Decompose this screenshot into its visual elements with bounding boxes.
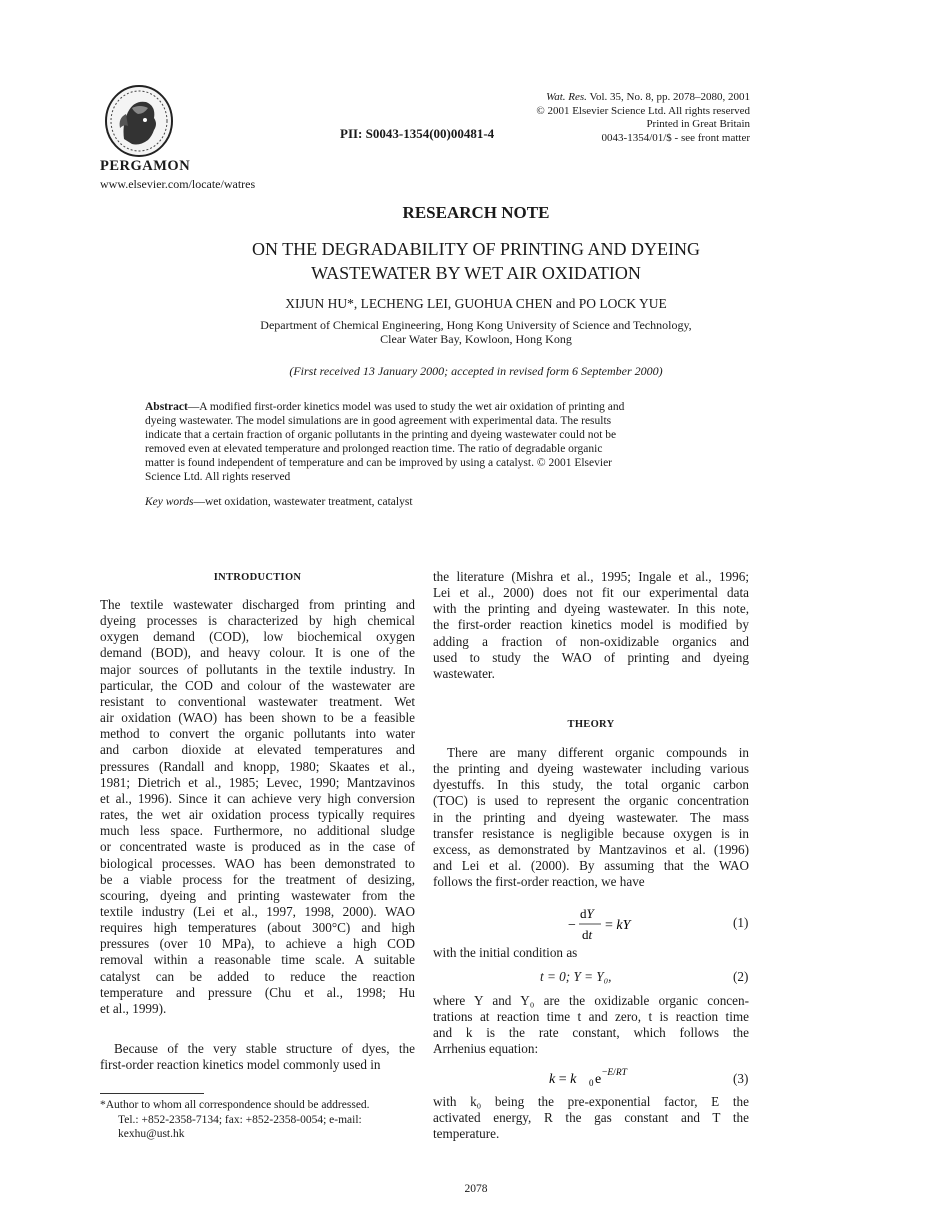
text-line: in the printing and dyeing wastewater. The mass	[433, 809, 749, 825]
text-line: temperature and pressure (Chu et al., 1998; Hu	[100, 984, 415, 1000]
text-line: resistant to conventional wastewater treatment. Wet	[100, 693, 415, 709]
title-line: ON THE DEGRADABILITY OF PRINTING AND DYEING	[252, 239, 700, 259]
equation-3-number: (3)	[733, 1071, 749, 1086]
text-line: particular, the COD and colour of the wastewater are	[100, 677, 415, 693]
text-line: the literature (Mishra et al., 1995; Ingale et al., 1996;	[433, 569, 749, 584]
text-line: scouring, dyeing and printing wastewater from the	[100, 887, 415, 903]
publisher-website[interactable]: www.elsevier.com/locate/watres	[100, 177, 256, 191]
text-line: dyeing processes is characterized by high chemical	[100, 613, 415, 629]
text-line: the first-order reaction kinetics model is modified by	[433, 617, 749, 633]
text-line: used to study the WAO of printing and dyeing	[433, 649, 749, 665]
footnote-line: Tel.: +852-2358-7134; fax: +852-2358-0054; e-mail:	[118, 1113, 362, 1126]
text-line: dyestuffs. In this study, the total organic carbon	[433, 777, 749, 793]
text-line: Lei et al., 2000) does not fit our experimental data	[433, 585, 749, 601]
title-line: WASTEWATER BY WET AIR OXIDATION	[311, 263, 641, 283]
journal-info	[536, 91, 750, 145]
text-line: first-order reaction kinetics model commonly used in	[100, 1057, 381, 1073]
text-line: and k is the rate constant, which follows the	[433, 1025, 749, 1041]
text-line: biological processes. WAO has been demonstrated to	[100, 855, 415, 871]
text-line: requires high temperatures (about 300°C) and high	[100, 920, 415, 936]
text-line: where Y and Y₀ are the oxidizable organic concen-	[433, 993, 749, 1008]
article-title	[0, 237, 952, 285]
svg-text:dt: dt	[582, 927, 593, 942]
abstract-line: removed even at elevated temperature and prolonged reaction time. The ratio of degradable organic	[145, 442, 603, 455]
section-heading-introduction: INTRODUCTION	[213, 572, 302, 583]
text-line: adding a fraction of non-oxidizable organics and	[433, 633, 749, 649]
keywords-list: —wet oxidation, wastewater treatment, catalyst	[193, 496, 413, 508]
text-line: trations at reaction time t and zero, t is reaction time	[433, 1009, 749, 1025]
text-line: Arrhenius equation:	[433, 1041, 539, 1057]
abstract-line: —A modified first-order kinetics model was used to study the wet air oxidation of printing and	[187, 401, 625, 413]
svg-text:0: 0	[589, 1078, 594, 1088]
affiliation-line: Department of Chemical Engineering, Hong Kong University of Science and Technology,	[260, 318, 692, 332]
svg-text:k = k: k = k	[549, 1072, 577, 1087]
svg-text:= kY: = kY	[605, 918, 631, 933]
footnote-line: *Author to whom all correspondence should be addressed.	[100, 1099, 370, 1111]
journal-citation: Wat. Res. Vol. 35, No. 8, pp. 2078–2080, 2001	[546, 91, 750, 103]
text-line: removal within a reasonable time scale. A suitable	[100, 952, 415, 968]
footnote-line: kexhu@ust.hk	[118, 1128, 185, 1140]
text-line: wastewater.	[433, 665, 495, 681]
intro-paragraph-2	[100, 1041, 415, 1073]
svg-text:−: −	[568, 918, 576, 933]
text-line: pressures (Randall and knopp, 1980; Skaates et al.,	[100, 758, 415, 774]
footnote-rule	[100, 1093, 204, 1094]
abstract-line: matter is found independent of temperature and can be improved by using a catalyst. © 2001 Elsevier	[145, 456, 612, 469]
text-line: et al., 1996). Since it can achieve very high conversion	[100, 790, 415, 806]
text-line: demand (BOD), and heavy colour. It is one of the	[100, 645, 415, 661]
affiliation-line: Clear Water Bay, Kowloon, Hong Kong	[380, 332, 572, 346]
abstract-line: dyeing wastewater. The model simulations are in good agreement with experimental data. The results	[145, 414, 612, 427]
text-line: with k₀ being the pre-exponential factor, E the	[433, 1094, 749, 1109]
text-line: Because of the very stable structure of dyes, the	[114, 1041, 415, 1056]
text-line: or concentrated waste is produced as in the case of	[100, 839, 415, 855]
text-line: textile industry (Lei et al., 1997, 1998, 2000). WAO	[100, 903, 415, 919]
keywords	[145, 496, 413, 508]
equation-3	[549, 1066, 659, 1093]
pergamon-logo	[104, 84, 174, 158]
text-line: The textile wastewater discharged from printing and	[100, 597, 415, 612]
equation-2: t = 0; Y = Y₀,	[540, 969, 612, 984]
text-line: 1981; Dietrich et al., 1985; Levec, 1990; Mantzavinos	[100, 774, 415, 790]
text-line: rates, the wet air oxidation process typically requires	[100, 807, 415, 823]
abstract	[145, 401, 757, 484]
pii-identifier: PII: S0043-1354(00)00481-4	[340, 126, 495, 141]
text-line: and Lei et al. (2000). By assuming that the WAO	[433, 858, 749, 874]
authors: XIJUN HU*, LECHENG LEI, GUOHUA CHEN and PO LOCK YUE	[285, 296, 667, 311]
page-number: 2078	[464, 1183, 488, 1195]
article-label: RESEARCH NOTE	[402, 203, 550, 222]
svg-text:e: e	[595, 1072, 602, 1087]
text-line: oxygen demand (COD), low biochemical oxygen	[100, 629, 415, 645]
journal-copyright: © 2001 Elsevier Science Ltd. All rights reserved	[536, 104, 750, 117]
text-line: temperature.	[433, 1126, 500, 1142]
abstract-label: Abstract	[145, 401, 188, 413]
text-line: (TOC) is used to represent the organic concentration	[433, 793, 749, 809]
text-line: activated energy, R the gas constant and T the	[433, 1110, 749, 1126]
text-line: method to convert the organic pollutants into water	[100, 726, 415, 742]
section-heading-theory: THEORY	[567, 719, 615, 730]
received-dates: (First received 13 January 2000; accepted in revised form 6 September 2000)	[289, 364, 663, 378]
abstract-line: indicate that a certain fraction of organic pollutants in the printing and dyeing wastewater could not be	[145, 428, 617, 441]
journal-printed: Printed in Great Britain	[646, 118, 750, 130]
intro-continued-paragraph	[433, 569, 749, 682]
text-line: follows the first-order reaction, we have	[433, 874, 645, 890]
equation-1	[568, 905, 708, 950]
publisher-name: PERGAMON	[100, 158, 191, 174]
eq1-followup-text: with the initial condition as	[433, 945, 578, 960]
footnote	[100, 1098, 415, 1142]
theory-paragraph-1	[433, 745, 749, 890]
text-line: transfer resistance is negligible because oxygen is in	[433, 825, 749, 841]
text-line: the printing and dyeing wastewater including various	[433, 761, 749, 777]
text-line: catalyst can be added to reduce the reaction	[100, 968, 415, 984]
svg-text:−E/RT: −E/RT	[602, 1068, 627, 1078]
affiliation	[0, 318, 952, 346]
equation-1-number: (1)	[733, 915, 749, 930]
intro-paragraph-1	[100, 597, 415, 1017]
text-line: There are many different organic compounds in	[447, 745, 749, 760]
text-line: air oxidation (WAO) has been shown to be a feasible	[100, 710, 415, 726]
text-line: much less space. Furthermore, no additional sludge	[100, 823, 415, 839]
text-line: be a viable process for the treatment of desizing,	[100, 871, 415, 887]
svg-text:dY: dY	[580, 906, 594, 921]
text-line: major sources of pollutants in the textile industry. In	[100, 661, 415, 677]
keywords-label: Key words	[145, 496, 194, 508]
text-line: pressures (over 10 MPa), to achieve a high COD	[100, 936, 415, 952]
theory-paragraph-2	[433, 993, 749, 1058]
text-line: excess, as demonstrated by Mantzavinos et al. (1996)	[433, 841, 749, 857]
theory-paragraph-3	[433, 1094, 749, 1142]
text-line: with the printing and dyeing wastewater. In this note,	[433, 601, 749, 617]
journal-issn: 0043-1354/01/$ - see front matter	[601, 131, 750, 144]
text-line: and carbon dioxide at elevated temperatures and	[100, 742, 415, 758]
equation-2-number: (2)	[733, 969, 749, 984]
abstract-line: Science Ltd. All rights reserved	[145, 470, 291, 483]
text-line: et al., 1999).	[100, 1000, 167, 1016]
